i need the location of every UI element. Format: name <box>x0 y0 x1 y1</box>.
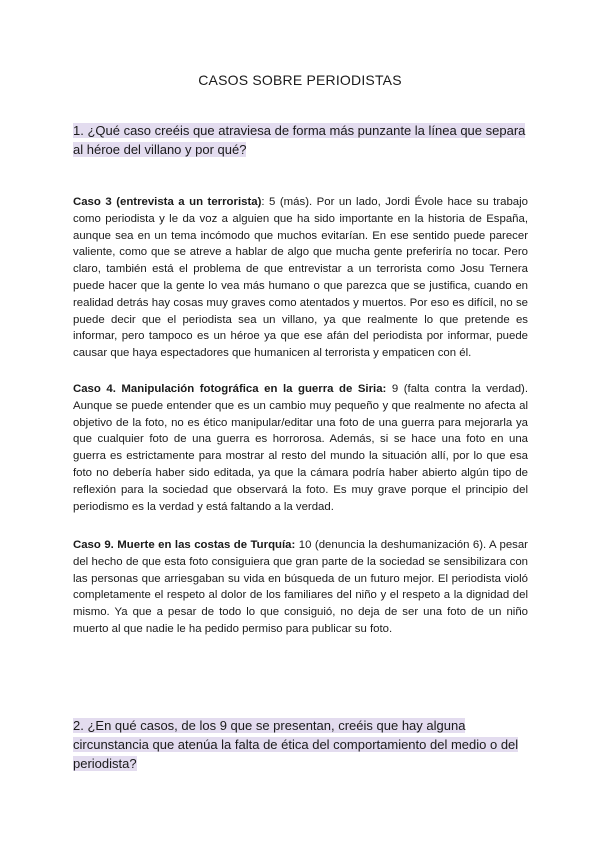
page-title: CASOS SOBRE PERIODISTAS <box>198 72 402 88</box>
case-3-heading: Caso 3 (entrevista a un terrorista) <box>73 196 262 208</box>
case-9-rating: 10 (denuncia la deshumanización 6). <box>295 539 487 551</box>
case-9-heading: Caso 9. Muerte en las costas de Turquía: <box>73 539 296 551</box>
question-1-text: 1. ¿Qué caso creéis que atraviesa de forma más punzante la línea que separa al héroe del villano y por qué? <box>73 123 526 157</box>
question-2 <box>73 716 528 773</box>
case-3-body: Por un lado, Jordi Évole hace su trabajo como periodista y le da voz a alguien que ha sido importante en la historia de España, aunque sea en un tema incómodo que muchos evitarían. En ese sentido puede parecer valiente, como que se atreve a hablar de algo que mucha gente preferiría no tocar. Pero claro, también está el problema de que entrevistar a un terrorista como Josu Ternera puede hacer que la gente lo vea más humano o que parezca que se justifica, cuando en realidad detrás hay cosas muy graves como atentados y muertos. Por eso es difícil, no se puede decir que el periodista sea un villano, ya que realmente lo que pretende es informar, pero tampoco es un héroe ya que ese afán del periodista por informar, puede causar que haya espectadores que humanicen al terrorista y empaticen con él. <box>73 196 529 360</box>
case-4-body: Aunque se puede entender que es un cambio muy pequeño y que realmente no afecta al objetivo de la foto, no es ético manipular/editar una foto de una guerra para mejorarla ya que cualquier foto de una guerra es horrorosa. Además, si se hace una foto en una guerra es estrictamente para mostrar al resto del mundo la situación allí, por lo que esa foto no debería haber sido editada, ya que la cámara podría haber abierto algún tipo de reflexión para la sociedad que observará la foto. Es muy grave porque el principio del periodismo es la verdad y está faltando a la verdad. <box>73 399 528 513</box>
question-1 <box>73 121 528 159</box>
question-2-text: 2. ¿En qué casos, de los 9 que se presentan, creéis que hay alguna circunstancia que atenúa la falta de ética del comportamiento del medio o del periodista? <box>73 718 519 771</box>
case-3-paragraph <box>73 194 528 362</box>
case-4-paragraph <box>73 381 528 515</box>
case-9-paragraph <box>73 537 528 638</box>
case-4-heading: Caso 4. Manipulación fotográfica en la guerra de Siria: <box>73 383 387 395</box>
case-4-rating: 9 (falta contra la verdad). <box>386 383 528 395</box>
case-3-rating: : 5 (más). <box>261 196 313 208</box>
case-9-body: A pesar del hecho de que esta foto consiguiera que gran parte de la sociedad se sensibilizara con las personas que arriesgaban su vida en búsqueda de un futuro mejor. El periodista violó completamente el respeto al dolor de los familiares del niño y el respeto a la dignidad del mismo. Ya que a pesar de todo lo que consiguió, no deja de ser una foto de un niño muerto al que nadie le ha pedido permiso para publicar su foto. <box>73 539 528 635</box>
